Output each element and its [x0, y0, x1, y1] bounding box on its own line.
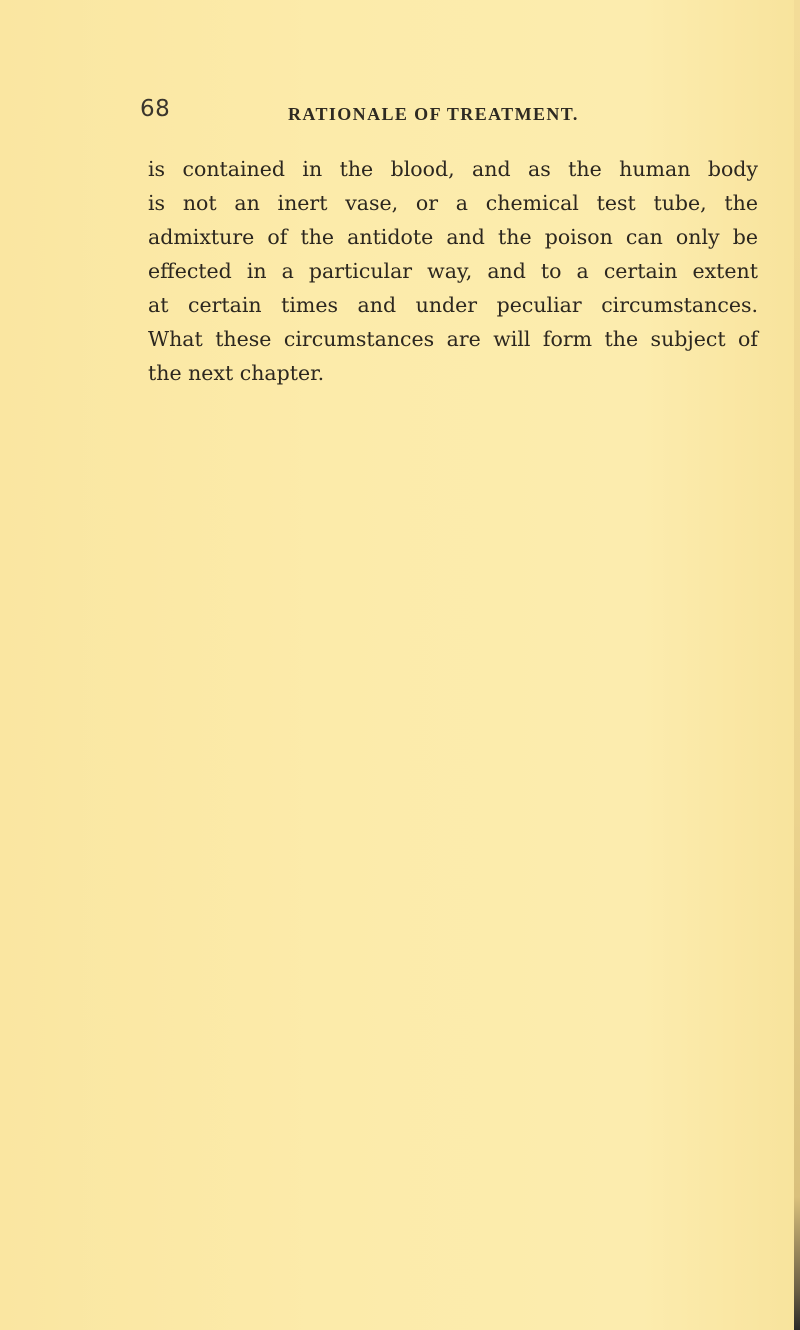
page-edge-shadow	[794, 0, 800, 1330]
text-line: admixture of the antidote and the poison can only be	[148, 225, 758, 249]
text-line: at certain times and under peculiar circumstances.	[148, 293, 758, 317]
running-head	[140, 96, 760, 136]
text-line: What these circumstances are will form the subject of	[148, 327, 758, 351]
body-paragraph	[148, 152, 758, 390]
text-line: is not an inert vase, or a chemical test tube, the	[148, 191, 758, 215]
text-line: effected in a particular way, and to a certain extent	[148, 259, 758, 283]
text-line: the next chapter.	[148, 361, 325, 385]
text-line: is contained in the blood, and as the human body	[148, 157, 758, 181]
chapter-running-title: RATIONALE OF TREATMENT.	[288, 104, 579, 124]
page-number: 68	[140, 96, 171, 122]
